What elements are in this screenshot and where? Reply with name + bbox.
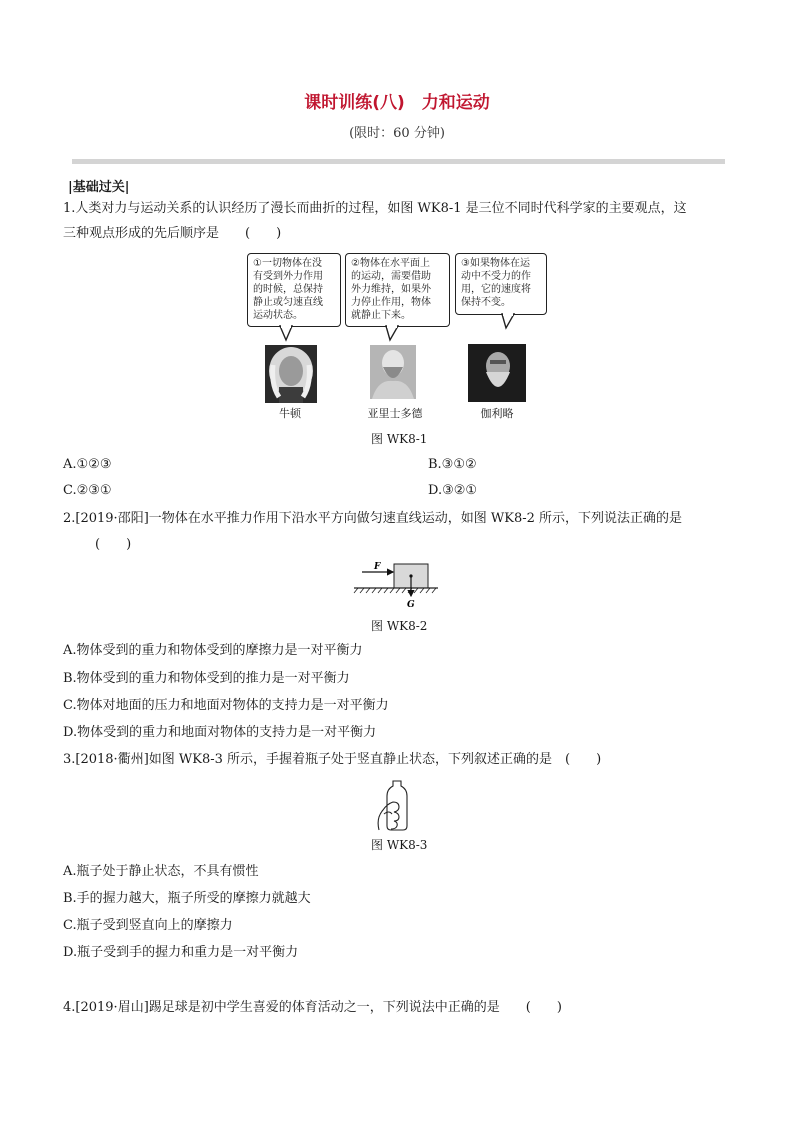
figure-caption-wk8-1: 图 WK8-1 bbox=[371, 432, 428, 446]
q1-option-c[interactable]: C.②③① bbox=[63, 483, 112, 498]
q2-option-a[interactable]: A.物体受到的重力和物体受到的摩擦力是一对平衡力 bbox=[63, 643, 363, 658]
time-limit: (限时：60 分钟) bbox=[349, 126, 445, 141]
galileo-caption: 伽利略 bbox=[480, 407, 514, 420]
q2-option-b[interactable]: B.物体受到的重力和物体受到的推力是一对平衡力 bbox=[63, 671, 350, 686]
q3-option-c[interactable]: C.瓶子受到竖直向上的摩擦力 bbox=[63, 918, 233, 933]
ground-hatching bbox=[354, 588, 436, 593]
q3-option-b[interactable]: B.手的握力越大，瓶子所受的摩擦力就越大 bbox=[63, 891, 311, 906]
q1-option-b[interactable]: B.③①② bbox=[428, 457, 477, 472]
q3-option-a[interactable]: A.瓶子处于静止状态，不具有惯性 bbox=[63, 864, 259, 879]
q1-stem-line1: 1.人类对力与运动关系的认识经历了漫长而曲折的过程，如图 WK8-1 是三位不同时代科学家的主要观点，这 bbox=[63, 201, 687, 216]
speech-bubble-2: ②物体在水平面上 的运动，需要借助 外力维持，如果外 力停止作用，物体 就静止下来。 bbox=[345, 253, 450, 327]
q2-option-d[interactable]: D.物体受到的重力和地面对物体的支持力是一对平衡力 bbox=[63, 725, 377, 740]
q2-stem-line1: 2.[2019·邵阳]一物体在水平推力作用下沿水平方向做匀速直线运动，如图 WK8-2 所示，下列说法正确的是 bbox=[63, 511, 683, 526]
q3-stem: 3.[2018·衢州]如图 WK8-3 所示，手握着瓶子处于竖直静止状态，下列叙述正确的是 ( ) bbox=[63, 752, 602, 767]
q1-option-d[interactable]: D.③②① bbox=[428, 483, 478, 498]
q2-stem-line2: ( ) bbox=[95, 537, 132, 552]
figure-wk8-3-hand-bottle bbox=[372, 778, 418, 832]
figure-caption-wk8-3: 图 WK8-3 bbox=[371, 838, 428, 852]
q1-stem-line2: 三种观点形成的先后顺序是 ( ) bbox=[63, 226, 282, 241]
divider bbox=[72, 159, 725, 164]
speech-bubble-3: ③如果物体在运 动中不受力的作 用，它的速度将 保持不变。 bbox=[455, 253, 547, 315]
label-f: F bbox=[374, 562, 381, 572]
figure-wk8-2 bbox=[352, 558, 442, 610]
page-title: 课时训练(八) 力和运动 bbox=[304, 93, 490, 113]
aristotle-portrait bbox=[370, 345, 416, 399]
q4-stem: 4.[2019·眉山]踢足球是初中学生喜爱的体育活动之一，下列说法中正确的是 ( ) bbox=[63, 1000, 562, 1015]
newton-caption: 牛顿 bbox=[279, 407, 301, 420]
q2-option-c[interactable]: C.物体对地面的压力和地面对物体的支持力是一对平衡力 bbox=[63, 698, 389, 713]
q3-option-d[interactable]: D.瓶子受到手的握力和重力是一对平衡力 bbox=[63, 945, 299, 960]
q1-option-a[interactable]: A.①②③ bbox=[63, 457, 112, 472]
section-heading: |基础过关| bbox=[68, 180, 130, 195]
hand-outline bbox=[378, 802, 399, 830]
figure-caption-wk8-2: 图 WK8-2 bbox=[371, 619, 428, 633]
speech-bubble-1: ①一切物体在没 有受到外力作用 的时候，总保持 静止或匀速直线 运动状态。 bbox=[247, 253, 341, 327]
newton-portrait bbox=[265, 345, 317, 403]
aristotle-caption: 亚里士多德 bbox=[367, 407, 423, 420]
galileo-portrait bbox=[468, 344, 526, 402]
label-g: G bbox=[407, 600, 415, 610]
